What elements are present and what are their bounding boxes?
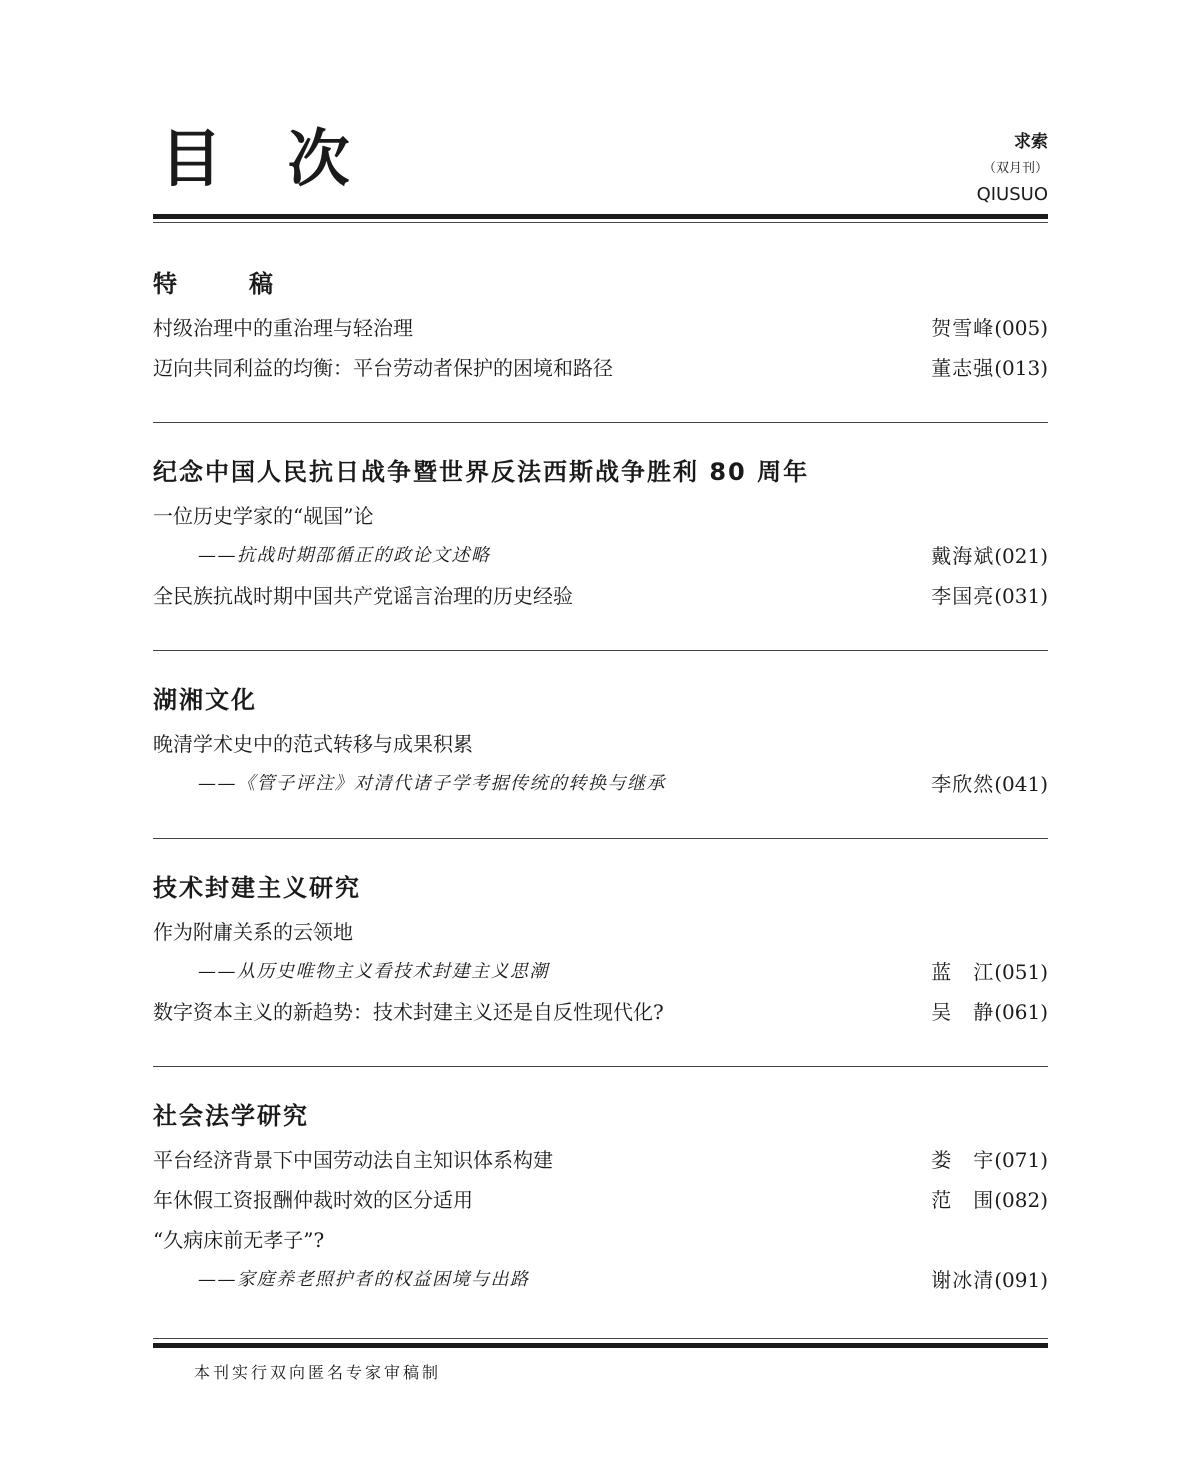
journal-latin-name: QIUSUO: [976, 184, 1048, 205]
article-subtitle: ——家庭养老照护者的权益困境与出路: [198, 1269, 530, 1290]
article-title: “久病床前无孝子”?: [153, 1228, 325, 1252]
toc-entry[interactable]: [153, 1180, 1048, 1220]
article-title: 迈向共同利益的均衡：平台劳动者保护的困境和路径: [153, 356, 613, 380]
article-title: 全民族抗战时期中国共产党谣言治理的历史经验: [153, 584, 573, 608]
page-title: 目 次: [160, 122, 372, 195]
article-author: 范 围: [931, 1188, 995, 1212]
article-page: (051): [994, 960, 1048, 984]
journal-name: 求索: [1014, 132, 1048, 152]
section-title: 特 稿: [153, 270, 297, 298]
article-page: (031): [994, 584, 1048, 608]
section-title: 技术封建主义研究: [153, 874, 361, 902]
section-title: 湖湘文化: [153, 686, 257, 714]
article-title: 晚清学术史中的范式转移与成果积累: [153, 732, 473, 756]
toc-entry[interactable]: [153, 912, 1048, 952]
article-subtitle: ——从历史唯物主义看技术封建主义思潮: [198, 961, 549, 982]
article-title: 数字资本主义的新趋势：技术封建主义还是自反性现代化?: [153, 1000, 664, 1024]
article-subtitle: ——《管子评注》对清代诸子学考据传统的转换与继承: [198, 773, 666, 794]
footer-rule-thin: [153, 1338, 1048, 1339]
article-title: 年休假工资报酬仲裁时效的区分适用: [153, 1188, 473, 1212]
journal-frequency: （双月刊）: [982, 161, 1048, 176]
toc-entry-subtitle[interactable]: [153, 952, 1048, 992]
toc-section: [153, 264, 1048, 388]
toc-entry[interactable]: [153, 576, 1048, 616]
article-page: (061): [994, 1000, 1048, 1024]
article-author: 戴海斌: [931, 544, 995, 568]
toc-entry-subtitle[interactable]: [153, 536, 1048, 576]
article-page: (071): [994, 1148, 1048, 1172]
article-author: 谢冰清: [931, 1268, 995, 1292]
toc-section: [153, 1096, 1048, 1300]
toc-section: [153, 452, 1048, 616]
article-page: (041): [994, 772, 1048, 796]
article-subtitle: ——抗战时期邵循正的政论文述略: [198, 545, 491, 566]
toc-entry[interactable]: [153, 724, 1048, 764]
toc-entry[interactable]: [153, 308, 1048, 348]
article-author: 贺雪峰: [931, 316, 995, 340]
article-author: 李欣然: [931, 772, 995, 796]
article-author: 李国亮: [931, 584, 995, 608]
section-divider: [153, 650, 1048, 651]
article-page: (013): [994, 356, 1048, 380]
toc-entry[interactable]: [153, 1140, 1048, 1180]
review-policy-note: 本刊实行双向匿名专家审稿制: [194, 1363, 442, 1382]
toc-entry[interactable]: [153, 496, 1048, 536]
article-author: 蓝 江: [931, 960, 995, 984]
article-page: (091): [994, 1268, 1048, 1292]
toc-header: [0, 0, 1200, 230]
article-title: 平台经济背景下中国劳动法自主知识体系构建: [153, 1148, 553, 1172]
article-title: 一位历史学家的“觇国”论: [153, 504, 374, 528]
article-author: 娄 宇: [931, 1148, 995, 1172]
section-divider: [153, 838, 1048, 839]
article-page: (021): [994, 544, 1048, 568]
section-divider: [153, 422, 1048, 423]
toc-entry-subtitle[interactable]: [153, 764, 1048, 804]
toc-section: [153, 868, 1048, 1032]
section-title: 纪念中国人民抗日战争暨世界反法西斯战争胜利 80 周年: [153, 458, 810, 486]
article-page: (082): [994, 1188, 1048, 1212]
article-author: 吴 静: [931, 1000, 995, 1024]
section-title: 社会法学研究: [153, 1102, 309, 1130]
header-rule-thick: [153, 214, 1048, 219]
toc-section: [153, 680, 1048, 804]
toc-entry[interactable]: [153, 348, 1048, 388]
toc-entry[interactable]: [153, 1220, 1048, 1260]
header-rule-thin: [153, 222, 1048, 223]
article-page: (005): [994, 316, 1048, 340]
toc-entry-subtitle[interactable]: [153, 1260, 1048, 1300]
article-title: 村级治理中的重治理与轻治理: [153, 316, 413, 340]
toc-entry[interactable]: [153, 992, 1048, 1032]
footer-rule-thick: [153, 1343, 1048, 1348]
article-title: 作为附庸关系的云领地: [153, 920, 353, 944]
journal-masthead: [977, 132, 1048, 206]
article-author: 董志强: [931, 356, 995, 380]
section-divider: [153, 1066, 1048, 1067]
